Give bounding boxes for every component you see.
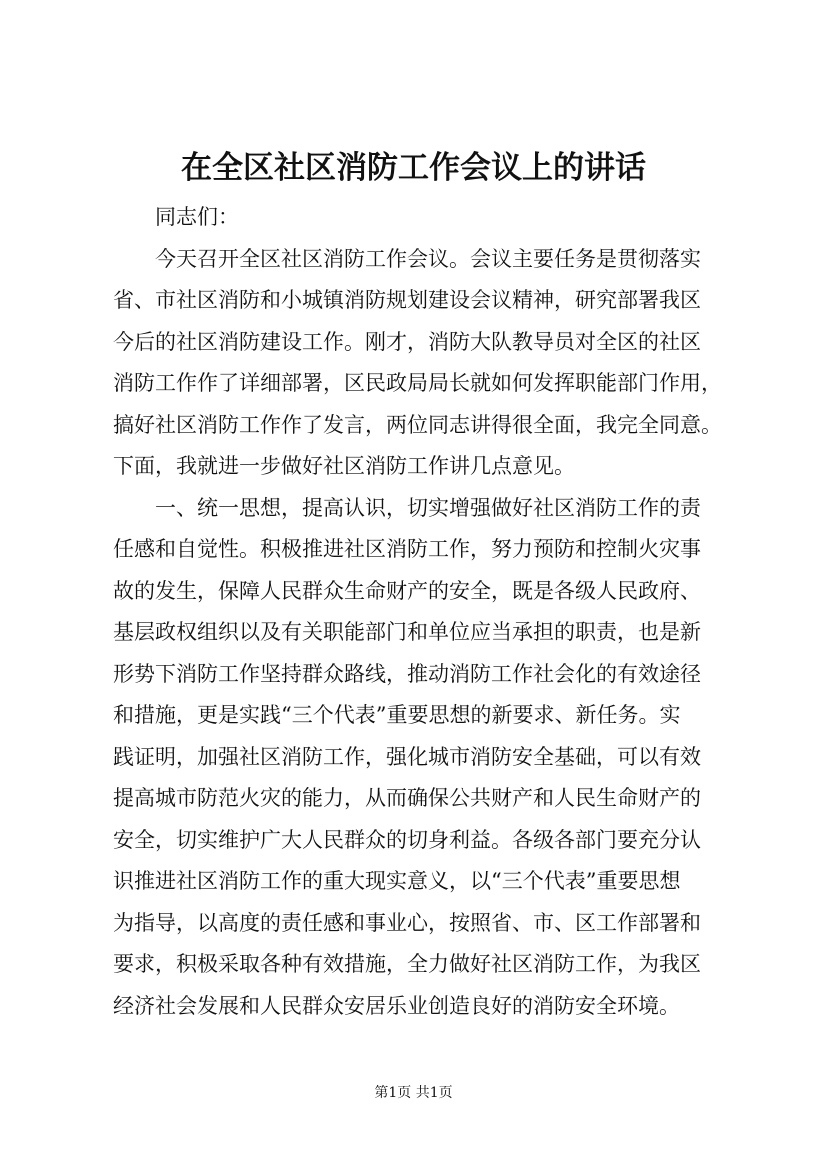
paragraph-line: 故的发生，保障人民群众生命财产的安全，既是各级人民政府、 bbox=[113, 578, 701, 603]
paragraph-line: 提高城市防范火灾的能力，从而确保公共财产和人民生命财产的 bbox=[113, 786, 701, 810]
paragraph-line: 省、市社区消防和小城镇消防规划建设会议精神，研究部署我区 bbox=[113, 288, 701, 312]
salutation-line: 同志们： bbox=[155, 205, 239, 229]
paragraph-line: 践证明，加强社区消防工作，强化城市消防安全基础，可以有效 bbox=[113, 744, 701, 769]
document-title: 在全区社区消防工作会议上的讲话 bbox=[181, 150, 646, 186]
paragraph-line: 基层政权组织以及有关职能部门和单位应当承担的职责，也是新 bbox=[113, 620, 701, 644]
paragraph-line: 形势下消防工作坚持群众路线，推动消防工作社会化的有效途径 bbox=[113, 661, 701, 686]
paragraph-line: 任感和自觉性。积极推进社区消防工作，努力预防和控制火灾事 bbox=[113, 537, 701, 561]
paragraph-line: 消防工作作了详细部署，区民政局局长就如何发挥职能部门作用， bbox=[113, 371, 722, 395]
paragraph-line: 下面，我就进一步做好社区消防工作讲几点意见。 bbox=[113, 454, 575, 478]
paragraph-line: 和措施，更是实践“三个代表”重要思想的新要求、新任务。实 bbox=[113, 703, 681, 727]
paragraph-line: 安全，切实维护广大人民群众的切身利益。各级各部门要充分认 bbox=[113, 827, 701, 852]
document-body bbox=[113, 197, 739, 1027]
paragraph-line: 搞好社区消防工作作了发言，两位同志讲得很全面，我完全同意。 bbox=[113, 412, 722, 437]
paragraph-line: 今天召开全区社区消防工作会议。会议主要任务是贯彻落实 bbox=[155, 246, 701, 271]
paragraph-line: 一、统一思想，提高认识，切实增强做好社区消防工作的责 bbox=[155, 495, 701, 520]
paragraph-line: 经济社会发展和人民群众安居乐业创造良好的消防安全环境。 bbox=[113, 993, 680, 1018]
paragraph-line: 今后的社区消防建设工作。刚才，消防大队教导员对全区的社区 bbox=[113, 329, 701, 354]
paragraph-line: 识推进社区消防工作的重大现实意义，以“三个代表”重要思想 bbox=[113, 869, 681, 893]
page-footer: 第1页 共1页 bbox=[374, 1085, 453, 1101]
paragraph-line: 要求，积极采取各种有效措施，全力做好社区消防工作，为我区 bbox=[113, 952, 701, 976]
paragraph-line: 为指导，以高度的责任感和事业心，按照省、市、区工作部署和 bbox=[113, 910, 701, 935]
